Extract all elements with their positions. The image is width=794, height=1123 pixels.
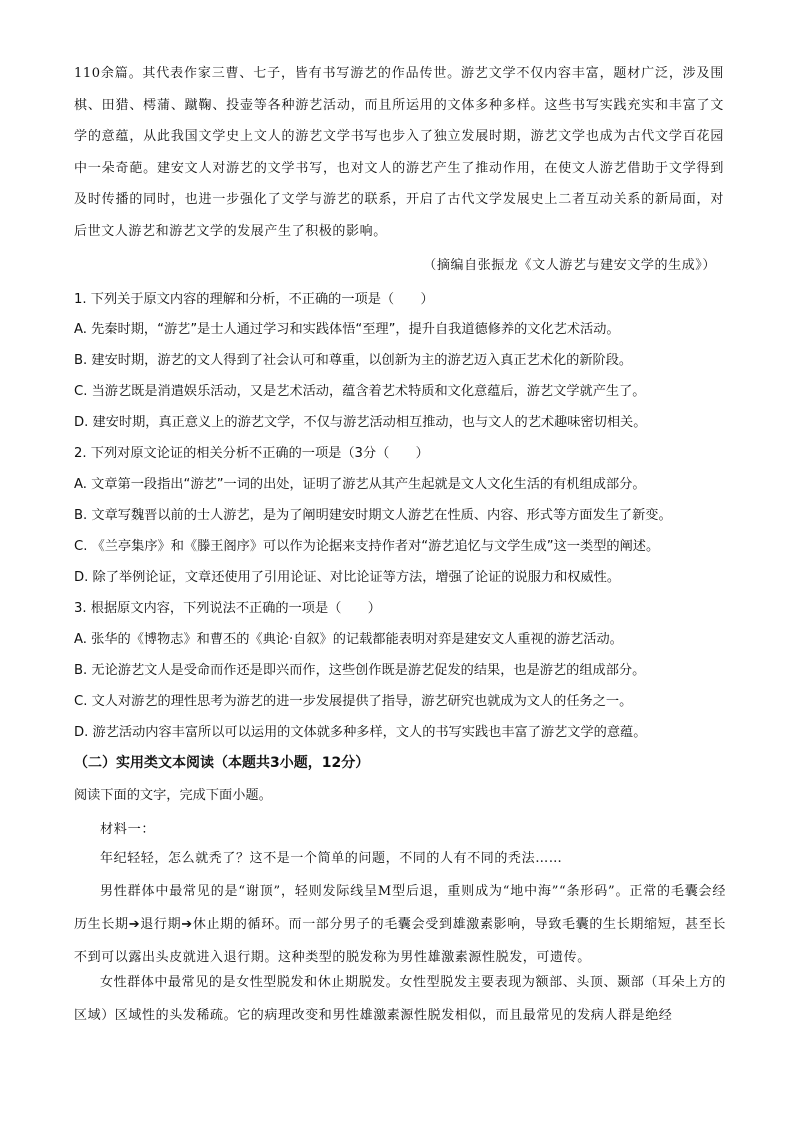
question-stem: 3. 根据原文内容，下列说法不正确的一项是（ ） (74, 601, 381, 616)
material-paragraph: 男性群体中最常见的是“谢顶”，轻则发际线呈M型后退，重则成为“地中海”“条形码”。正常的毛囊会经历生长期➔退行期➔休止期的循环。而一部分男子的毛囊会受到雄激素影响，导致毛囊的生长期缩短，甚至长不到可以露出头皮就进入退行期。这种类型的脱发称为男性雄激素源性脱发，可遗传。 (74, 884, 726, 965)
option-a: A. 先秦时期，“游艺”是士人通过学习和实践体悟“至理”，提升自我道德修养的文化艺术活动。 (74, 322, 620, 337)
material-paragraph: 女性群体中最常见的是女性型脱发和休止期脱发。女性型脱发主要表现为额部、头顶、颞部（耳朵上方的区域）区域性的头发稀疏。它的病理改变和男性雄激素源性脱发相似，而且最常见的发病人群是绝经 (74, 975, 726, 1023)
option-c: C. 《兰亭集序》和《滕王阁序》可以作为论据来支持作者对“游艺追忆与文学生成”这一类型的阐述。 (74, 539, 660, 554)
question-stem: 1. 下列关于原文内容的理解和分析，不正确的一项是（ ） (74, 292, 434, 307)
option-b: B. 无论游艺文人是受命而作还是即兴而作，这些创作既是游艺促发的结果，也是游艺的组成部分。 (74, 663, 646, 678)
option-b: B. 建安时期，游艺的文人得到了社会认可和尊重，以创新为主的游艺迈入真正艺术化的新阶段。 (74, 353, 633, 368)
option-d: D. 除了举例论证，文章还使用了引用论证、对比论证等方法，增强了论证的说服力和权威性。 (74, 570, 621, 585)
option-b: B. 文章写魏晋以前的士人游艺，是为了阐明建安时期文人游艺在性质、内容、形式等方面发生了新变。 (74, 508, 672, 523)
option-d: D. 游艺活动内容丰富所以可以运用的文体就多种多样，文人的书写实践也丰富了游艺文学的意蕴。 (74, 725, 647, 740)
option-a: A. 张华的《博物志》和曹丕的《典论·自叙》的记载都能表明对弈是建安文人重视的游艺活动。 (74, 632, 623, 647)
option-c: C. 文人对游艺的理性思考为游艺的进一步发展提供了指导，游艺研究也就成为文人的任务之一。 (74, 694, 633, 709)
section-instruction: 阅读下面的文字，完成下面小题。 (74, 788, 272, 803)
material-paragraph: 年纪轻轻，怎么就秃了？这不是一个简单的问题，不同的人有不同的秃法…… (100, 851, 563, 866)
option-a: A. 文章第一段指出“游艺”一词的出处，证明了游艺从其产生起就是文人文化生活的有机组成部分。 (74, 477, 646, 492)
passage-source: （摘编自张振龙《文人游艺与建安文学的生成》） (423, 258, 716, 273)
material-label: 材料一： (100, 822, 156, 837)
question-stem: 2. 下列对原文论证的相关分析不正确的一项是（3分（ ） (74, 446, 429, 461)
option-c: C. 当游艺既是消遣娱乐活动，又是艺术活动，蕴含着艺术特质和文化意蕴后，游艺文学就产生了。 (74, 384, 646, 399)
section-heading: （二）实用类文本阅读（本题共3小题，12分） (74, 755, 370, 771)
option-d: D. 建安时期，真正意义上的游艺文学，不仅与游艺活动相互推动，也与文人的艺术趣味密切相关。 (74, 415, 647, 430)
passage-paragraph: 110余篇。其代表作家三曹、七子，皆有书写游艺的作品传世。游艺文学不仅内容丰富，题材广泛，涉及围棋、田猎、樗蒲、蹴鞠、投壶等各种游艺活动，而且所运用的文体多种多样。这些书写实践充实和丰富了文学的意蕴，从此我国文学史上文人的游艺文学书写也步入了独立发展时期，游艺文学也成为古代文学百花园中一朵奇葩。建安文人对游艺的文学书写，也对文人的游艺产生了推动作用，在使文人游艺借助于文学得到及时传播的同时，也进一步强化了文学与游艺的联系，开启了古代文学发展史上二者互动关系的新局面，对后世文人游艺和游艺文学的发展产生了积极的影响。 (74, 66, 724, 239)
